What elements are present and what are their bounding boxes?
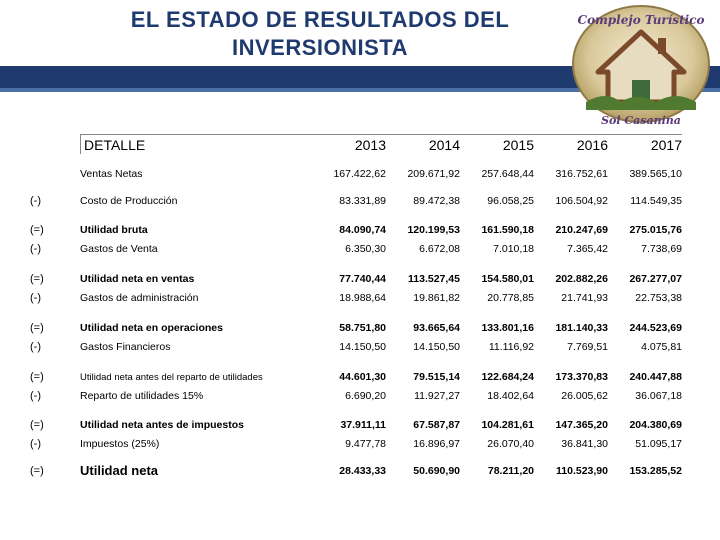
row-operator: (=) — [30, 371, 44, 383]
row-label: Gastos Financieros — [80, 341, 171, 353]
row-label: Utilidad neta antes del reparto de utilidades — [80, 372, 263, 383]
row-operator: (=) — [30, 273, 44, 285]
table-cell: 6.672,08 — [419, 243, 460, 255]
table-cell: 58.751,80 — [339, 322, 386, 334]
table-cell: 209.671,92 — [407, 168, 460, 180]
logo-text-bottom: Sol Casanina — [601, 114, 681, 127]
table-cell: 79.515,14 — [413, 371, 460, 383]
table-cell: 67.587,87 — [413, 419, 460, 431]
table-cell: 122.684,24 — [481, 371, 534, 383]
row-operator: (-) — [30, 438, 41, 450]
row-operator: (-) — [30, 195, 41, 207]
table-cell: 153.285,52 — [629, 465, 682, 477]
table-cell: 204.380,69 — [629, 419, 682, 431]
row-label: Ventas Netas — [80, 168, 143, 180]
table-left-border — [80, 134, 81, 154]
table-cell: 120.199,53 — [407, 224, 460, 236]
row-operator: (=) — [30, 465, 44, 477]
table-cell: 114.549,35 — [630, 195, 682, 207]
page-title — [90, 6, 550, 62]
detalle-header: DETALLE — [84, 137, 146, 153]
table-cell: 7.738,69 — [641, 243, 682, 255]
year-header: 2017 — [650, 137, 682, 153]
table-cell: 14.150,50 — [339, 341, 386, 353]
foliage-icon — [586, 96, 696, 110]
table-cell: 96.058,25 — [487, 195, 534, 207]
table-cell: 28.433,33 — [339, 465, 386, 477]
table-cell: 275.015,76 — [629, 224, 682, 236]
row-operator: (=) — [30, 322, 44, 334]
row-operator: (-) — [30, 390, 41, 402]
table-cell: 7.769,51 — [567, 341, 608, 353]
table-cell: 106.504,92 — [555, 195, 608, 207]
row-operator: (-) — [30, 341, 41, 353]
row-label: Utilidad neta — [80, 463, 159, 478]
row-label: Gastos de administración — [80, 292, 199, 304]
table-cell: 77.740,44 — [339, 273, 386, 285]
table-cell: 267.277,07 — [629, 273, 682, 285]
table-cell: 26.005,62 — [561, 390, 608, 402]
table-cell: 18.988,64 — [339, 292, 386, 304]
year-header: 2013 — [354, 137, 386, 153]
row-operator: (=) — [30, 224, 44, 236]
resort-logo — [566, 2, 716, 132]
table-cell: 83.331,89 — [339, 195, 386, 207]
title-line-2: INVERSIONISTA — [231, 35, 408, 60]
table-cell: 167.422,62 — [333, 168, 386, 180]
table-cell: 133.801,16 — [481, 322, 534, 334]
table-cell: 202.882,26 — [555, 273, 608, 285]
row-label: Utilidad neta en ventas — [80, 273, 195, 285]
table-cell: 147.365,20 — [555, 419, 608, 431]
table-cell: 50.690,90 — [413, 465, 460, 477]
table-cell: 9.477,78 — [345, 438, 386, 450]
year-header: 2014 — [428, 137, 460, 153]
logo-text-top: Complejo Turístico — [577, 13, 705, 27]
row-operator: (-) — [30, 292, 41, 304]
table-cell: 6.350,30 — [345, 243, 386, 255]
table-cell: 20.778,85 — [487, 292, 534, 304]
year-header: 2015 — [502, 137, 534, 153]
table-cell: 181.140,33 — [555, 322, 608, 334]
table-cell: 210.247,69 — [555, 224, 608, 236]
table-cell: 113.527,45 — [408, 273, 460, 285]
table-top-border — [80, 134, 682, 135]
table-cell: 161.590,18 — [481, 224, 534, 236]
table-cell: 19.861,82 — [413, 292, 460, 304]
chimney-icon — [658, 38, 666, 54]
table-cell: 389.565,10 — [629, 168, 682, 180]
table-cell: 93.665,64 — [413, 322, 460, 334]
table-cell: 36.841,30 — [561, 438, 608, 450]
row-operator: (-) — [30, 243, 41, 255]
table-cell: 26.070,40 — [487, 438, 534, 450]
row-label: Gastos de Venta — [80, 243, 158, 255]
table-cell: 21.741,93 — [561, 292, 608, 304]
table-cell: 84.090,74 — [339, 224, 386, 236]
table-cell: 7.010,18 — [493, 243, 534, 255]
table-cell: 14.150,50 — [413, 341, 460, 353]
table-cell: 22.753,38 — [635, 292, 682, 304]
table-cell: 104.281,61 — [481, 419, 534, 431]
table-cell: 78.211,20 — [487, 465, 534, 477]
table-cell: 7.365,42 — [567, 243, 608, 255]
table-cell: 89.472,38 — [413, 195, 460, 207]
row-label: Costo de Producción — [80, 195, 178, 207]
table-cell: 11.927,27 — [414, 390, 460, 402]
table-cell: 36.067,18 — [635, 390, 682, 402]
table-cell: 4.075,81 — [641, 341, 682, 353]
table-cell: 51.095,17 — [635, 438, 682, 450]
table-cell: 173.370,83 — [555, 371, 608, 383]
title-line-1: EL ESTADO DE RESULTADOS DEL — [130, 7, 510, 32]
row-label: Utilidad bruta — [80, 224, 148, 236]
year-header: 2016 — [576, 137, 608, 153]
table-cell: 244.523,69 — [629, 322, 682, 334]
row-label: Reparto de utilidades 15% — [80, 390, 204, 402]
table-cell: 240.447,88 — [629, 371, 682, 383]
table-cell: 6.690,20 — [345, 390, 386, 402]
table-cell: 154.580,01 — [481, 273, 534, 285]
row-label: Impuestos (25%) — [80, 438, 160, 450]
row-label: Utilidad neta en operaciones — [80, 322, 223, 334]
table-cell: 16.896,97 — [413, 438, 460, 450]
table-cell: 11.116,92 — [488, 341, 534, 353]
table-cell: 257.648,44 — [481, 168, 534, 180]
row-operator: (=) — [30, 419, 44, 431]
table-cell: 44.601,30 — [339, 371, 386, 383]
row-label: Utilidad neta antes de impuestos — [80, 419, 244, 431]
table-cell: 18.402,64 — [487, 390, 534, 402]
table-cell: 316.752,61 — [555, 168, 608, 180]
table-cell: 110.523,90 — [556, 465, 608, 477]
table-cell: 37.911,11 — [340, 419, 386, 431]
